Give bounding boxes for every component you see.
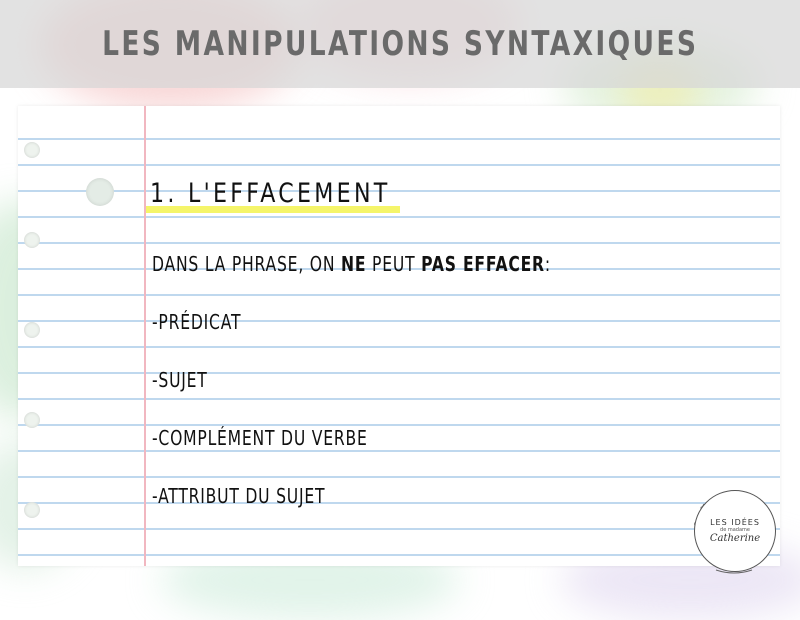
intro-text: DANS LA PHRASE, ON bbox=[152, 252, 342, 276]
binder-hole bbox=[24, 322, 40, 338]
margin-line bbox=[144, 106, 146, 566]
intro-sentence bbox=[152, 252, 551, 276]
notebook-paper bbox=[18, 106, 780, 566]
binder-hole bbox=[24, 232, 40, 248]
list-item: -PRÉDICAT bbox=[152, 310, 242, 334]
binder-hole bbox=[24, 142, 40, 158]
list-item: -ATTRIBUT DU SUJET bbox=[152, 484, 326, 508]
section-heading: 1. L'EFFACEMENT bbox=[150, 178, 391, 209]
intro-bold-pas-effacer: PAS EFFACER bbox=[421, 252, 545, 276]
logo-badge bbox=[694, 490, 776, 572]
binder-hole bbox=[24, 412, 40, 428]
intro-text: : bbox=[544, 252, 551, 276]
paper-hole bbox=[86, 178, 114, 206]
page-title: LES MANIPULATIONS SYNTAXIQUES bbox=[101, 24, 699, 64]
intro-text: PEUT bbox=[366, 252, 422, 276]
list-item: -COMPLÉMENT DU VERBE bbox=[152, 426, 368, 450]
logo-line3: Catherine bbox=[709, 533, 761, 544]
intro-bold-ne: NE bbox=[341, 252, 367, 276]
logo-line2: de madame bbox=[720, 527, 750, 533]
logo-line1: LES IDÉES bbox=[710, 518, 760, 527]
list-item: -SUJET bbox=[152, 368, 208, 392]
binder-hole bbox=[24, 502, 40, 518]
title-band bbox=[0, 0, 800, 88]
